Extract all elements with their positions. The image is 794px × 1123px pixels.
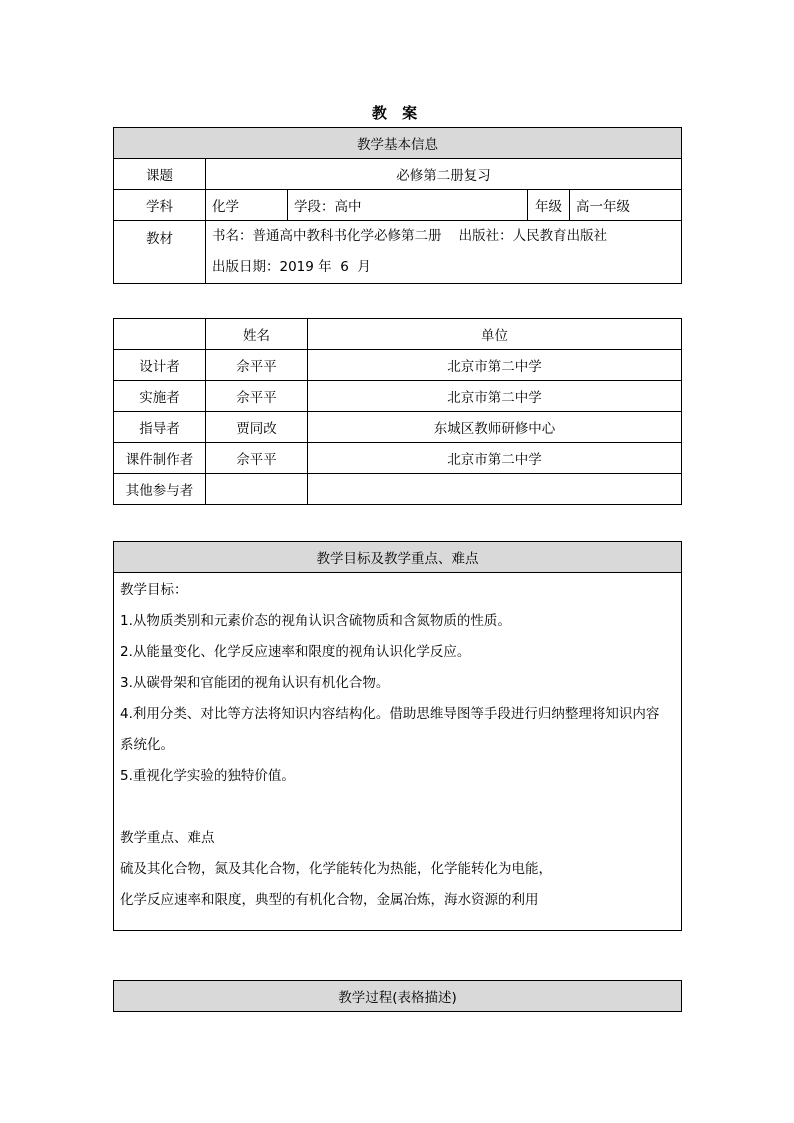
subject-label: 学科 bbox=[114, 190, 206, 221]
key-point-line: 硫及其化合物，氮及其化合物，化学能转化为热能，化学能转化为电能， bbox=[120, 861, 552, 877]
unit-cell: 东城区教师研修中心 bbox=[308, 412, 682, 443]
topic-value: 必修第二册复习 bbox=[206, 159, 682, 190]
unit-cell bbox=[308, 474, 682, 505]
unit-cell: 北京市第二中学 bbox=[308, 443, 682, 474]
name-cell bbox=[206, 474, 308, 505]
people-row bbox=[114, 443, 682, 474]
topic-row bbox=[114, 159, 682, 190]
goal-item: 3.从碳骨架和官能团的视角认识有机化合物。 bbox=[120, 675, 390, 691]
unit-cell: 北京市第二中学 bbox=[308, 381, 682, 412]
goals-table bbox=[113, 541, 682, 931]
textbook-line-2: 出版日期：2019 年 6 月 bbox=[212, 259, 371, 275]
textbook-label: 教材 bbox=[114, 221, 206, 284]
textbook-row bbox=[114, 221, 682, 284]
basic-info-table bbox=[113, 127, 682, 284]
goals-body bbox=[114, 573, 682, 931]
document-title: 教 案 bbox=[371, 104, 423, 122]
name-cell: 贾同改 bbox=[206, 412, 308, 443]
goal-item: 2.从能量变化、化学反应速率和限度的视角认识化学反应。 bbox=[120, 644, 471, 660]
name-cell: 佘平平 bbox=[206, 350, 308, 381]
goal-item: 系统化。 bbox=[120, 737, 174, 753]
role-cell: 课件制作者 bbox=[114, 443, 206, 474]
goals-body-row bbox=[114, 573, 682, 931]
people-header-blank bbox=[114, 319, 206, 350]
basic-info-header-row bbox=[114, 128, 682, 159]
people-table bbox=[113, 318, 682, 505]
people-row bbox=[114, 412, 682, 443]
goals-title: 教学目标： bbox=[120, 582, 188, 598]
textbook-info bbox=[206, 221, 682, 284]
stage-value: 学段：高中 bbox=[288, 190, 528, 221]
textbook-line-1: 书名：普通高中教科书化学必修第二册 出版社：人民教育出版社 bbox=[212, 228, 608, 244]
role-cell: 设计者 bbox=[114, 350, 206, 381]
name-cell: 佘平平 bbox=[206, 443, 308, 474]
role-cell: 指导者 bbox=[114, 412, 206, 443]
goals-header-row bbox=[114, 542, 682, 573]
people-row bbox=[114, 381, 682, 412]
goal-item: 4.利用分类、对比等方法将知识内容结构化。借助思维导图等手段进行归纳整理将知识内容 bbox=[120, 706, 660, 722]
goal-item: 5.重视化学实验的独特价值。 bbox=[120, 768, 295, 784]
key-points-title: 教学重点、难点 bbox=[120, 830, 215, 846]
grade-value: 高一年级 bbox=[570, 190, 682, 221]
basic-info-header: 教学基本信息 bbox=[114, 128, 682, 159]
people-row bbox=[114, 474, 682, 505]
subject-row bbox=[114, 190, 682, 221]
topic-label: 课题 bbox=[114, 159, 206, 190]
grade-label: 年级 bbox=[528, 190, 570, 221]
process-table bbox=[113, 980, 682, 1012]
role-cell: 实施者 bbox=[114, 381, 206, 412]
goal-item: 1.从物质类别和元素价态的视角认识含硫物质和含氮物质的性质。 bbox=[120, 613, 511, 629]
unit-cell: 北京市第二中学 bbox=[308, 350, 682, 381]
people-header-row bbox=[114, 319, 682, 350]
unit-header: 单位 bbox=[308, 319, 682, 350]
subject-value: 化学 bbox=[206, 190, 288, 221]
name-header: 姓名 bbox=[206, 319, 308, 350]
blank-line bbox=[120, 792, 675, 823]
process-header-row bbox=[114, 981, 682, 1012]
key-point-line: 化学反应速率和限度，典型的有机化合物，金属冶炼，海水资源的利用 bbox=[120, 892, 539, 908]
role-cell: 其他参与者 bbox=[114, 474, 206, 505]
name-cell: 佘平平 bbox=[206, 381, 308, 412]
process-header: 教学过程(表格描述) bbox=[114, 981, 682, 1012]
goals-header: 教学目标及教学重点、难点 bbox=[114, 542, 682, 573]
people-row bbox=[114, 350, 682, 381]
